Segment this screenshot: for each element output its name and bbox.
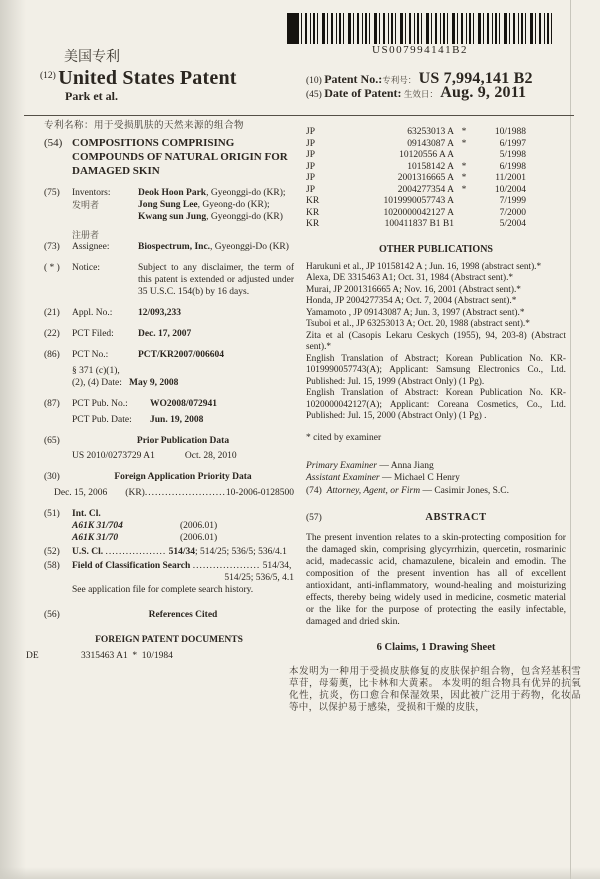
int-cl-year: (2006.01) (180, 521, 218, 531)
appl-no-label: Appl. No.: (72, 308, 113, 318)
notice-label: Notice: (72, 263, 100, 273)
scan-edge-bottom (0, 867, 600, 879)
header-right (306, 70, 576, 101)
int-cl-row (44, 520, 294, 532)
table-row: JP 2001316665 A * 11/2001 (306, 173, 526, 183)
int-cl-code: A61K 31/704 (72, 521, 123, 531)
field-of-search-section (44, 560, 294, 572)
header-left (40, 67, 300, 103)
field-54: (54) (44, 137, 63, 149)
field-73: (73) (44, 242, 60, 252)
field-of-search-note-row (44, 584, 294, 596)
publication-entry: Alexa, DE 3315463 A1; Oct. 31, 1984 (Abstract sent).* (306, 273, 514, 283)
foreign-priority-date: Dec. 15, 2006 (54, 488, 108, 498)
dot-leader: ........................ (144, 488, 226, 498)
cn-title-annotation: 专利名称：用于受损肌肤的天然来源的组合物 (44, 121, 245, 131)
patent-no-field-number: (10) (306, 76, 322, 86)
field-86: (86) (44, 350, 60, 360)
table-row: KR 1019990057743 A 7/1999 (306, 196, 526, 206)
abstract-header-row (306, 512, 566, 524)
table-row: JP 2004277354 A * 10/2004 (306, 184, 526, 195)
foreign-priority-country: (KR) (125, 488, 145, 498)
pct-filed-value: Dec. 17, 2007 (138, 329, 192, 339)
patent-no-label: Patent No.: (324, 72, 383, 86)
table-row: KR 1020000042127 A 7/2000 (306, 207, 526, 218)
pct-no-value: PCT/KR2007/006604 (138, 350, 225, 360)
invention-title-line: COMPOUNDS OF NATURAL ORIGIN FOR (72, 151, 288, 163)
publication-entry: Murai, JP 2001316665 A; Nov. 16, 2001 (Abstract sent).* (306, 284, 521, 295)
cited-marker: * (132, 651, 138, 661)
table-row: KR 100411837 B1 B1 5/2004 (306, 219, 526, 229)
field-65: (65) (44, 436, 60, 446)
field-52: (52) (44, 547, 60, 557)
prior-pub-section (44, 435, 294, 447)
table-row: JP 10158142 A * 6/1998 (306, 161, 526, 172)
inventors-label: Inventors: (72, 188, 111, 198)
cited-by-examiner-note: * cited by examiner (306, 432, 382, 443)
two-column-body (26, 120, 581, 714)
references-cited-header: References Cited (148, 610, 218, 620)
abstract-header: ABSTRACT (425, 512, 487, 523)
invention-title-section (44, 136, 294, 178)
examiner-block (306, 460, 566, 498)
int-cl-year: (2006.01) (180, 533, 218, 543)
field-22: (22) (44, 329, 60, 339)
assignee-value: Biospectrum, Inc., Gyeonggi-Do (KR) (138, 242, 289, 252)
pct-pub-date-label: PCT Pub. Date: (72, 415, 132, 425)
patent-no-cn-label: 专利号： (382, 75, 417, 85)
pct-pub-date-row (44, 414, 294, 426)
inventor-entry: Jong Sung Lee, Gyeong-do (KR); (138, 200, 270, 210)
attorney-line: (74) Attorney, Agent, or Firm — Casimir Jones, S.C. (306, 485, 510, 496)
right-column (289, 120, 581, 714)
publication-entry: Zita et al (Casopis Lekaru Ceskych (1955), 94, 203-8) (Abstract sent).* (306, 330, 566, 352)
field-75: (75) (44, 188, 60, 198)
field-notice: ( * ) (44, 263, 60, 273)
publication-entry: Harukuni et al., JP 10158142 A ; Jun. 16, 1998 (abstract sent).* (306, 261, 542, 272)
pct-pub-no-value: WO2008/072941 (150, 399, 218, 409)
other-publications-header: OTHER PUBLICATIONS (378, 243, 493, 255)
assignee-cn-label: 注册者 (72, 230, 100, 240)
us-cl-line: U.S. Cl. .................. 514/34; 514/25; 536/5; 536/4.1 (72, 547, 287, 557)
publication-entry: Tsuboi et al., JP 63253013 A; Oct. 20, 1988 (abstract sent).* (306, 319, 530, 329)
kind-code-number: (12) (40, 71, 56, 81)
assignee-cn-row (44, 229, 294, 241)
field-of-search-note: See application file for complete search history. (72, 585, 254, 595)
foreign-priority-row (44, 487, 294, 499)
pct-pub-no-section (44, 398, 294, 410)
date-label: Date of Patent: (324, 86, 402, 100)
int-cl-label: Int. Cl. (72, 509, 101, 519)
invention-title-line: DAMAGED SKIN (72, 165, 160, 177)
field-of-search-cont (44, 572, 294, 584)
foreign-patent-doc-row (26, 650, 294, 662)
pct-no-label: PCT No.: (72, 350, 109, 360)
header-divider (24, 115, 574, 116)
field-of-search-value2: 514/25; 536/5, 4.1 (224, 573, 294, 583)
barcode-icon (287, 13, 553, 44)
field-87: (87) (44, 399, 60, 409)
foreign-doc-date: 10/1984 (141, 651, 173, 661)
foreign-priority-header: Foreign Application Priority Data (114, 472, 252, 482)
patent-no-value: US 7,994,141 B2 (418, 70, 533, 87)
prior-pub-header: Prior Publication Data (136, 436, 230, 446)
field-51: (51) (44, 509, 60, 519)
claims-drawing-line: 6 Claims, 1 Drawing Sheet (376, 642, 496, 653)
other-publications-list (306, 262, 566, 423)
prior-pub-value: US 2010/0273729 A1 (72, 451, 155, 461)
notice-section (44, 262, 294, 298)
s371-line1: § 371 (c)(1), (72, 366, 120, 376)
us-cl-section (44, 546, 294, 558)
appl-no-section (44, 307, 294, 319)
pct-filed-section (44, 328, 294, 340)
int-cl-section (44, 508, 294, 520)
pct-filed-label: PCT Filed: (72, 329, 114, 339)
pct-no-section (44, 349, 294, 361)
field-of-search-line: Field of Classification Search .................... 514/34, (72, 561, 292, 571)
prior-pub-data-row (44, 450, 294, 462)
authors: Park et al. (65, 89, 118, 103)
assignee-label: Assignee: (72, 242, 110, 252)
date-field-number: (45) (306, 90, 322, 100)
foreign-priority-section (44, 471, 294, 483)
field-21: (21) (44, 308, 60, 318)
pct-pub-date-value: Jun. 19, 2008 (150, 415, 204, 425)
publication-entry: Yamamoto , JP 09143087 A; Jun. 3, 1997 (Abstract sent).* (306, 307, 525, 318)
pct-pub-no-label: PCT Pub. No.: (72, 399, 128, 409)
inventor-entry: Deok Hoon Park, Gyeonggi-do (KR); (138, 188, 286, 198)
table-row: JP 09143087 A * 6/1997 (306, 138, 526, 149)
publication-entry: Honda, JP 2004277354 A; Oct. 7, 2004 (Abstract sent).* (306, 296, 517, 306)
inventor-entry: Kwang sun Jung, Gyeonggi-do (KR) (138, 212, 283, 222)
field-30: (30) (44, 472, 60, 482)
barcode-number: US007994141B2 (372, 44, 468, 56)
date-value: Aug. 9, 2011 (440, 84, 527, 101)
barcode-block (287, 13, 553, 56)
foreign-doc-country: DE (26, 651, 39, 661)
left-column (26, 120, 294, 714)
field-57: (57) (306, 513, 322, 523)
foreign-patents-table (306, 127, 566, 231)
field-56: (56) (44, 610, 60, 620)
section-371 (44, 365, 294, 389)
inventors-section (44, 187, 294, 223)
int-cl-code: A61K 31/70 (72, 533, 119, 543)
notice-text: Subject to any disclaimer, the term of this patent is extended or adjusted under 35 U.S.C. 154(b) by 16 days. (138, 263, 294, 297)
appl-no-value: 12/093,233 (138, 308, 182, 318)
scan-edge-right-line (570, 0, 571, 879)
field-58: (58) (44, 561, 60, 571)
publication-entry: English Translation of Abstract: Korean Publication No. KR-1020000042127(A); Applicant: Coreana Cosmetics, Co., Ltd. Published: Jul. 15, 2000 (Abstract Only) (1 Pg) . (306, 388, 566, 421)
int-cl-row (44, 532, 294, 544)
document-title: United States Patent (58, 67, 237, 89)
table-row: JP 63253013 A * 10/1988 (306, 127, 526, 137)
publication-entry: English Translation of Abstract; Korean Publication No. KR-1019990057743(A); Applicant: Samsung Electronics Co., Ltd. Published: Jul. 15, 1999 (Abstract Only) (1 Pg). (306, 353, 566, 387)
assistant-examiner-line: Assistant Examiner — Michael C Henry (306, 473, 460, 483)
primary-examiner-line: Primary Examiner — Anna Jiang (306, 460, 434, 471)
table-row: JP 10120556 A A 5/1998 (306, 150, 526, 160)
inventors-cn-label: 发明者 (72, 200, 100, 210)
assignee-section (44, 241, 294, 253)
date-cn-label: 生效日： (403, 89, 438, 99)
prior-pub-date: Oct. 28, 2010 (184, 451, 237, 461)
foreign-patent-docs-header: FOREIGN PATENT DOCUMENTS (95, 635, 243, 645)
abstract-text: The present invention relates to a skin-protecting composition for the damaged skin, comprising glycyrrhizin, quercetin, rosmarinic acid, madecassic acid, chamazulene, bicalein and emodin. The composition of the present invention has all of excellent antioxidant, anti-inflammatory, wound-healing and moisturizing effects, thereby being widely used in medicine, cosmetic material or the like for the purpose of protecting the easily infectable, damaged and dried skin. (306, 532, 566, 627)
foreign-doc-number: 3315463 A1 (81, 651, 128, 661)
cn-stamp-us-patent: 美国专利 (64, 50, 120, 65)
references-cited-section (44, 609, 294, 621)
scan-edge-left (0, 0, 26, 879)
foreign-priority-number: 10-2006-0128500 (225, 488, 294, 498)
cn-abstract-text: 本发明为一种用于受损皮肤修复的皮肤保护组合物，包含羟基积雪草苷，母菊薁，比卡林和大黄素。 本发明的组合物具有优异的抗氧化性，抗炎，伤口愈合和保湿效果，因此被广泛用于药物，化妆品等中，以保护易于感染，受损和干燥的皮肤， (289, 667, 581, 713)
s371-line2: (2), (4) Date: May 9, 2008 (72, 378, 179, 388)
invention-title-line: COMPOSITIONS COMPRISING (72, 137, 235, 149)
